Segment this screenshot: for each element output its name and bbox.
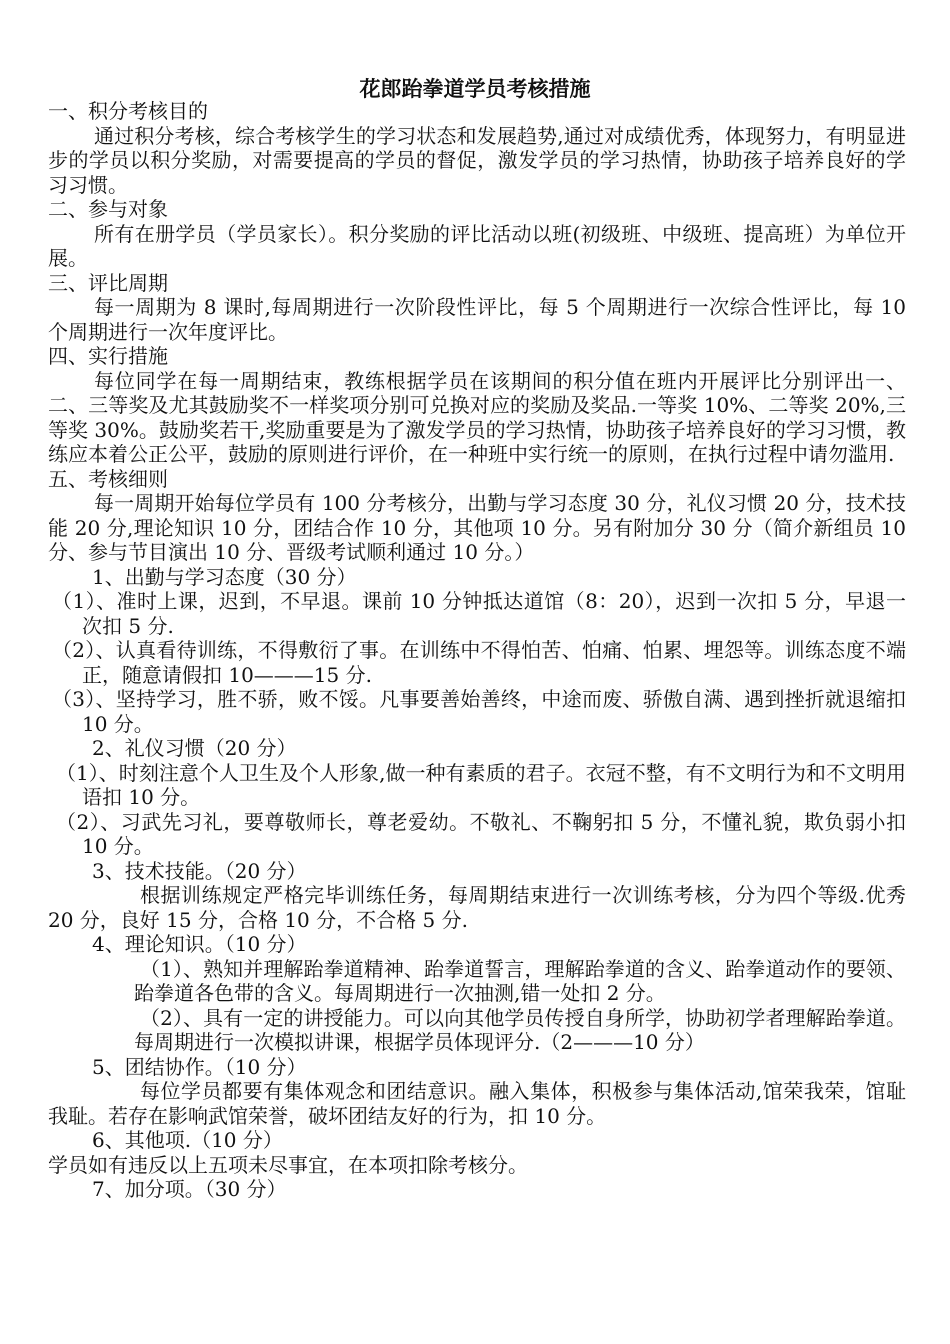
subsection-heading: 1、出勤与学习态度（30 分） xyxy=(92,564,357,589)
paragraph: 所有在册学员（学员家长）。积分奖励的评比活动以班(初级班、中级班、提高班）为单位开展。 xyxy=(48,221,906,270)
paragraph: 每位同学在每一周期结束，教练根据学员在该期间的积分值在班内开展评比分别评出一、二、三等奖及尤其鼓励奖不一样奖项分别可兑换对应的奖励及奖品.一等奖 10%、二等奖 20%,三等奖 30%。鼓励奖若干,奖励重要是为了激发学员的学习热情，协助孩子培养良好的学习习惯，教练应本着公正公平，鼓励的原则进行评价，在一种班中实行统一的原则，在执行过程中请勿滥用. xyxy=(48,368,906,466)
paragraph: 每一周期开始每位学员有 100 分考核分，出勤与学习态度 30 分，礼仪习惯 20 分，技术技能 20 分,理论知识 10 分，团结合作 10 分，其他项 10 分。另有附加分 30 分（简介新组员 10 分、参与节目演出 10 分、晋级考试顺利通过 10 分。） xyxy=(48,491,906,564)
paragraph: 每位学员都要有集体观念和团结意识。融入集体，积极参与集体活动,馆荣我荣，馆耻我耻。若存在影响武馆荣誉，破坏团结友好的行为，扣 10 分。 xyxy=(48,1079,906,1128)
paragraph: 根据训练规定严格完毕训练任务，每周期结束进行一次训练考核，分为四个等级.优秀 20 分，良好 15 分，合格 10 分，不合格 5 分. xyxy=(48,883,906,932)
subsection-heading: 5、团结协作。（10 分） xyxy=(92,1054,307,1079)
paragraph: （3）、坚持学习，胜不骄，败不馁。凡事要善始善终，中途而废、骄傲自满、遇到挫折就退缩扣 10 分。 xyxy=(52,687,906,736)
paragraph: （1）、时刻注意个人卫生及个人形象,做一种有素质的君子。衣冠不整，有不文明行为和不文明用语扣 10 分。 xyxy=(56,760,906,809)
paragraph: （2）、认真看待训练，不得敷衍了事。在训练中不得怕苦、怕痛、怕累、埋怨等。训练态度不端正，随意请假扣 10———15 分. xyxy=(52,638,906,687)
document-body xyxy=(48,99,906,1202)
subsection-heading: 7、加分项。（30 分） xyxy=(92,1177,287,1201)
subsection-heading: 4、理论知识。（10 分） xyxy=(92,932,307,956)
paragraph: （1）、准时上课，迟到，不早退。课前 10 分钟抵达道馆（8：20），迟到一次扣 5 分，早退一次扣 5 分. xyxy=(52,589,906,638)
document-title: 花郎跆拳道学员考核措施 xyxy=(359,77,591,101)
paragraph: 每一周期为 8 课时,每周期进行一次阶段性评比，每 5 个周期进行一次综合性评比，每 10 个周期进行一次年度评比。 xyxy=(48,295,906,344)
section-heading: 五、考核细则 xyxy=(48,466,168,491)
subsection-heading: 3、技术技能。（20 分） xyxy=(92,858,307,883)
paragraph: （2）、习武先习礼，要尊敬师长，尊老爱幼。不敬礼、不鞠躬扣 5 分，不懂礼貌，欺负弱小扣 10 分。 xyxy=(56,809,906,858)
paragraph: （1）、熟知并理解跆拳道精神、跆拳道誓言，理解跆拳道的含义、跆拳道动作的要领、跆拳道各色带的含义。每周期进行一次抽测,错一处扣 2 分。 xyxy=(134,956,906,1005)
paragraph: （2）、具有一定的讲授能力。可以向其他学员传授自身所学，协助初学者理解跆拳道。每周期进行一次模拟讲课，根据学员体现评分.（2———10 分） xyxy=(134,1005,906,1054)
section-heading: 二、参与对象 xyxy=(48,197,168,221)
section-heading: 四、实行措施 xyxy=(48,344,168,368)
paragraph: 学员如有违反以上五项未尽事宜，在本项扣除考核分。 xyxy=(48,1152,528,1177)
subsection-heading: 6、其他项.（10 分） xyxy=(92,1128,283,1152)
paragraph: 通过积分考核，综合考核学生的学习状态和发展趋势,通过对成绩优秀，体现努力，有明显进步的学员以积分奖励，对需要提高的学员的督促，激发学员的学习热情，协助孩子培养良好的学习习惯。 xyxy=(48,123,906,197)
section-heading: 三、评比周期 xyxy=(48,270,168,295)
section-heading: 一、积分考核目的 xyxy=(48,99,208,123)
subsection-heading: 2、礼仪习惯（20 分） xyxy=(92,736,297,760)
